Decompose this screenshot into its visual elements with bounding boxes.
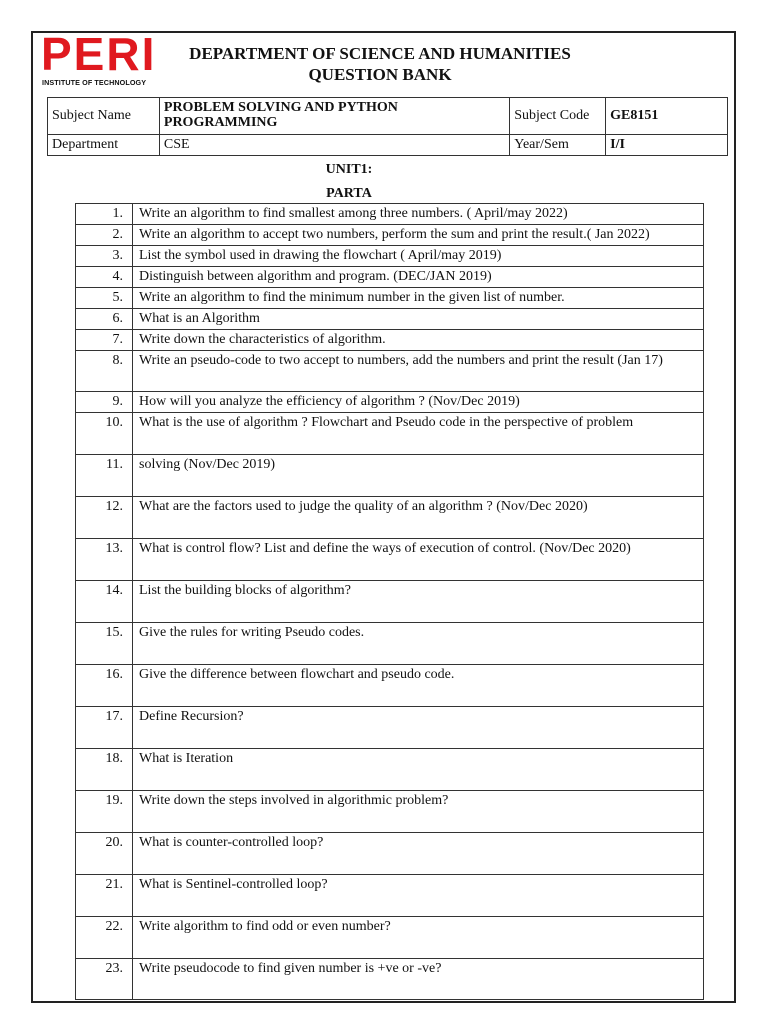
question-row [76, 833, 704, 875]
question-number: 3. [76, 246, 133, 267]
question-text: Write pseudocode to find given number is +ve or -ve? [133, 959, 704, 1000]
question-number: 6. [76, 309, 133, 330]
logo-wordmark: PERI [41, 28, 157, 80]
question-text: What is counter-controlled loop? [133, 833, 704, 875]
question-number: 11. [76, 455, 133, 497]
question-number: 1. [76, 204, 133, 225]
question-number: 2. [76, 225, 133, 246]
question-text: Write an algorithm to find smallest among three numbers. ( April/may 2022) [133, 204, 704, 225]
question-number: 13. [76, 539, 133, 581]
question-text: What is Iteration [133, 749, 704, 791]
question-row [76, 581, 704, 623]
question-number: 23. [76, 959, 133, 1000]
year-sem-value: I/I [606, 135, 728, 156]
part-heading: PARTA [326, 186, 372, 201]
question-row [76, 623, 704, 665]
question-text: Write an pseudo-code to two accept to numbers, add the numbers and print the result (Jan 17) [133, 351, 704, 392]
logo-subtitle: INSTITUTE OF TECHNOLOGY [42, 78, 147, 87]
question-row [76, 959, 704, 1000]
question-text: Write algorithm to find odd or even number? [133, 917, 704, 959]
question-row [76, 413, 704, 455]
question-number: 12. [76, 497, 133, 539]
question-text: What is an Algorithm [133, 309, 704, 330]
question-text: Write down the characteristics of algorithm. [133, 330, 704, 351]
subject-code-value: GE8151 [606, 98, 728, 135]
subject-info-table [47, 97, 728, 156]
question-text: List the symbol used in drawing the flowchart ( April/may 2019) [133, 246, 704, 267]
question-number: 20. [76, 833, 133, 875]
question-number: 9. [76, 392, 133, 413]
subject-name-label: Subject Name [48, 98, 160, 135]
document-title: QUESTION BANK [308, 65, 452, 84]
question-row [76, 707, 704, 749]
question-number: 15. [76, 623, 133, 665]
question-row [76, 791, 704, 833]
question-row [76, 665, 704, 707]
question-number: 21. [76, 875, 133, 917]
question-row [76, 246, 704, 267]
question-text: Distinguish between algorithm and program. (DEC/JAN 2019) [133, 267, 704, 288]
question-number: 8. [76, 351, 133, 392]
question-text: How will you analyze the efficiency of algorithm ? (Nov/Dec 2019) [133, 392, 704, 413]
question-row [76, 330, 704, 351]
question-text: What is Sentinel-controlled loop? [133, 875, 704, 917]
question-number: 17. [76, 707, 133, 749]
question-number: 19. [76, 791, 133, 833]
question-number: 22. [76, 917, 133, 959]
question-row [76, 351, 704, 392]
department-value: CSE [159, 135, 509, 156]
question-text: Write an algorithm to find the minimum number in the given list of number. [133, 288, 704, 309]
question-number: 4. [76, 267, 133, 288]
question-row [76, 309, 704, 330]
question-number: 16. [76, 665, 133, 707]
question-text: List the building blocks of algorithm? [133, 581, 704, 623]
question-number: 5. [76, 288, 133, 309]
question-text: What is the use of algorithm ? Flowchart and Pseudo code in the perspective of problem [133, 413, 704, 455]
question-text: What are the factors used to judge the quality of an algorithm ? (Nov/Dec 2020) [133, 497, 704, 539]
question-row [76, 539, 704, 581]
department-title: DEPARTMENT OF SCIENCE AND HUMANITIES [189, 44, 571, 63]
question-row [76, 225, 704, 246]
question-text: What is control flow? List and define the ways of execution of control. (Nov/Dec 2020) [133, 539, 704, 581]
institute-logo [41, 28, 163, 89]
questions-table [75, 203, 704, 1000]
question-row [76, 267, 704, 288]
question-row [76, 392, 704, 413]
question-number: 14. [76, 581, 133, 623]
subject-name-value: PROBLEM SOLVING AND PYTHON PROGRAMMING [159, 98, 509, 135]
question-number: 18. [76, 749, 133, 791]
question-row [76, 204, 704, 225]
question-row [76, 288, 704, 309]
question-row [76, 497, 704, 539]
question-row [76, 455, 704, 497]
question-text: Write an algorithm to accept two numbers, perform the sum and print the result.( Jan 2022) [133, 225, 704, 246]
question-text: Define Recursion? [133, 707, 704, 749]
unit-heading: UNIT1: [325, 162, 373, 177]
question-text: Give the rules for writing Pseudo codes. [133, 623, 704, 665]
question-row [76, 875, 704, 917]
question-number: 10. [76, 413, 133, 455]
year-sem-label: Year/Sem [510, 135, 606, 156]
question-number: 7. [76, 330, 133, 351]
question-text: Write down the steps involved in algorithmic problem? [133, 791, 704, 833]
department-label: Department [48, 135, 160, 156]
question-row [76, 917, 704, 959]
subject-code-label: Subject Code [510, 98, 606, 135]
question-text: solving (Nov/Dec 2019) [133, 455, 704, 497]
question-text: Give the difference between flowchart and pseudo code. [133, 665, 704, 707]
question-row [76, 749, 704, 791]
